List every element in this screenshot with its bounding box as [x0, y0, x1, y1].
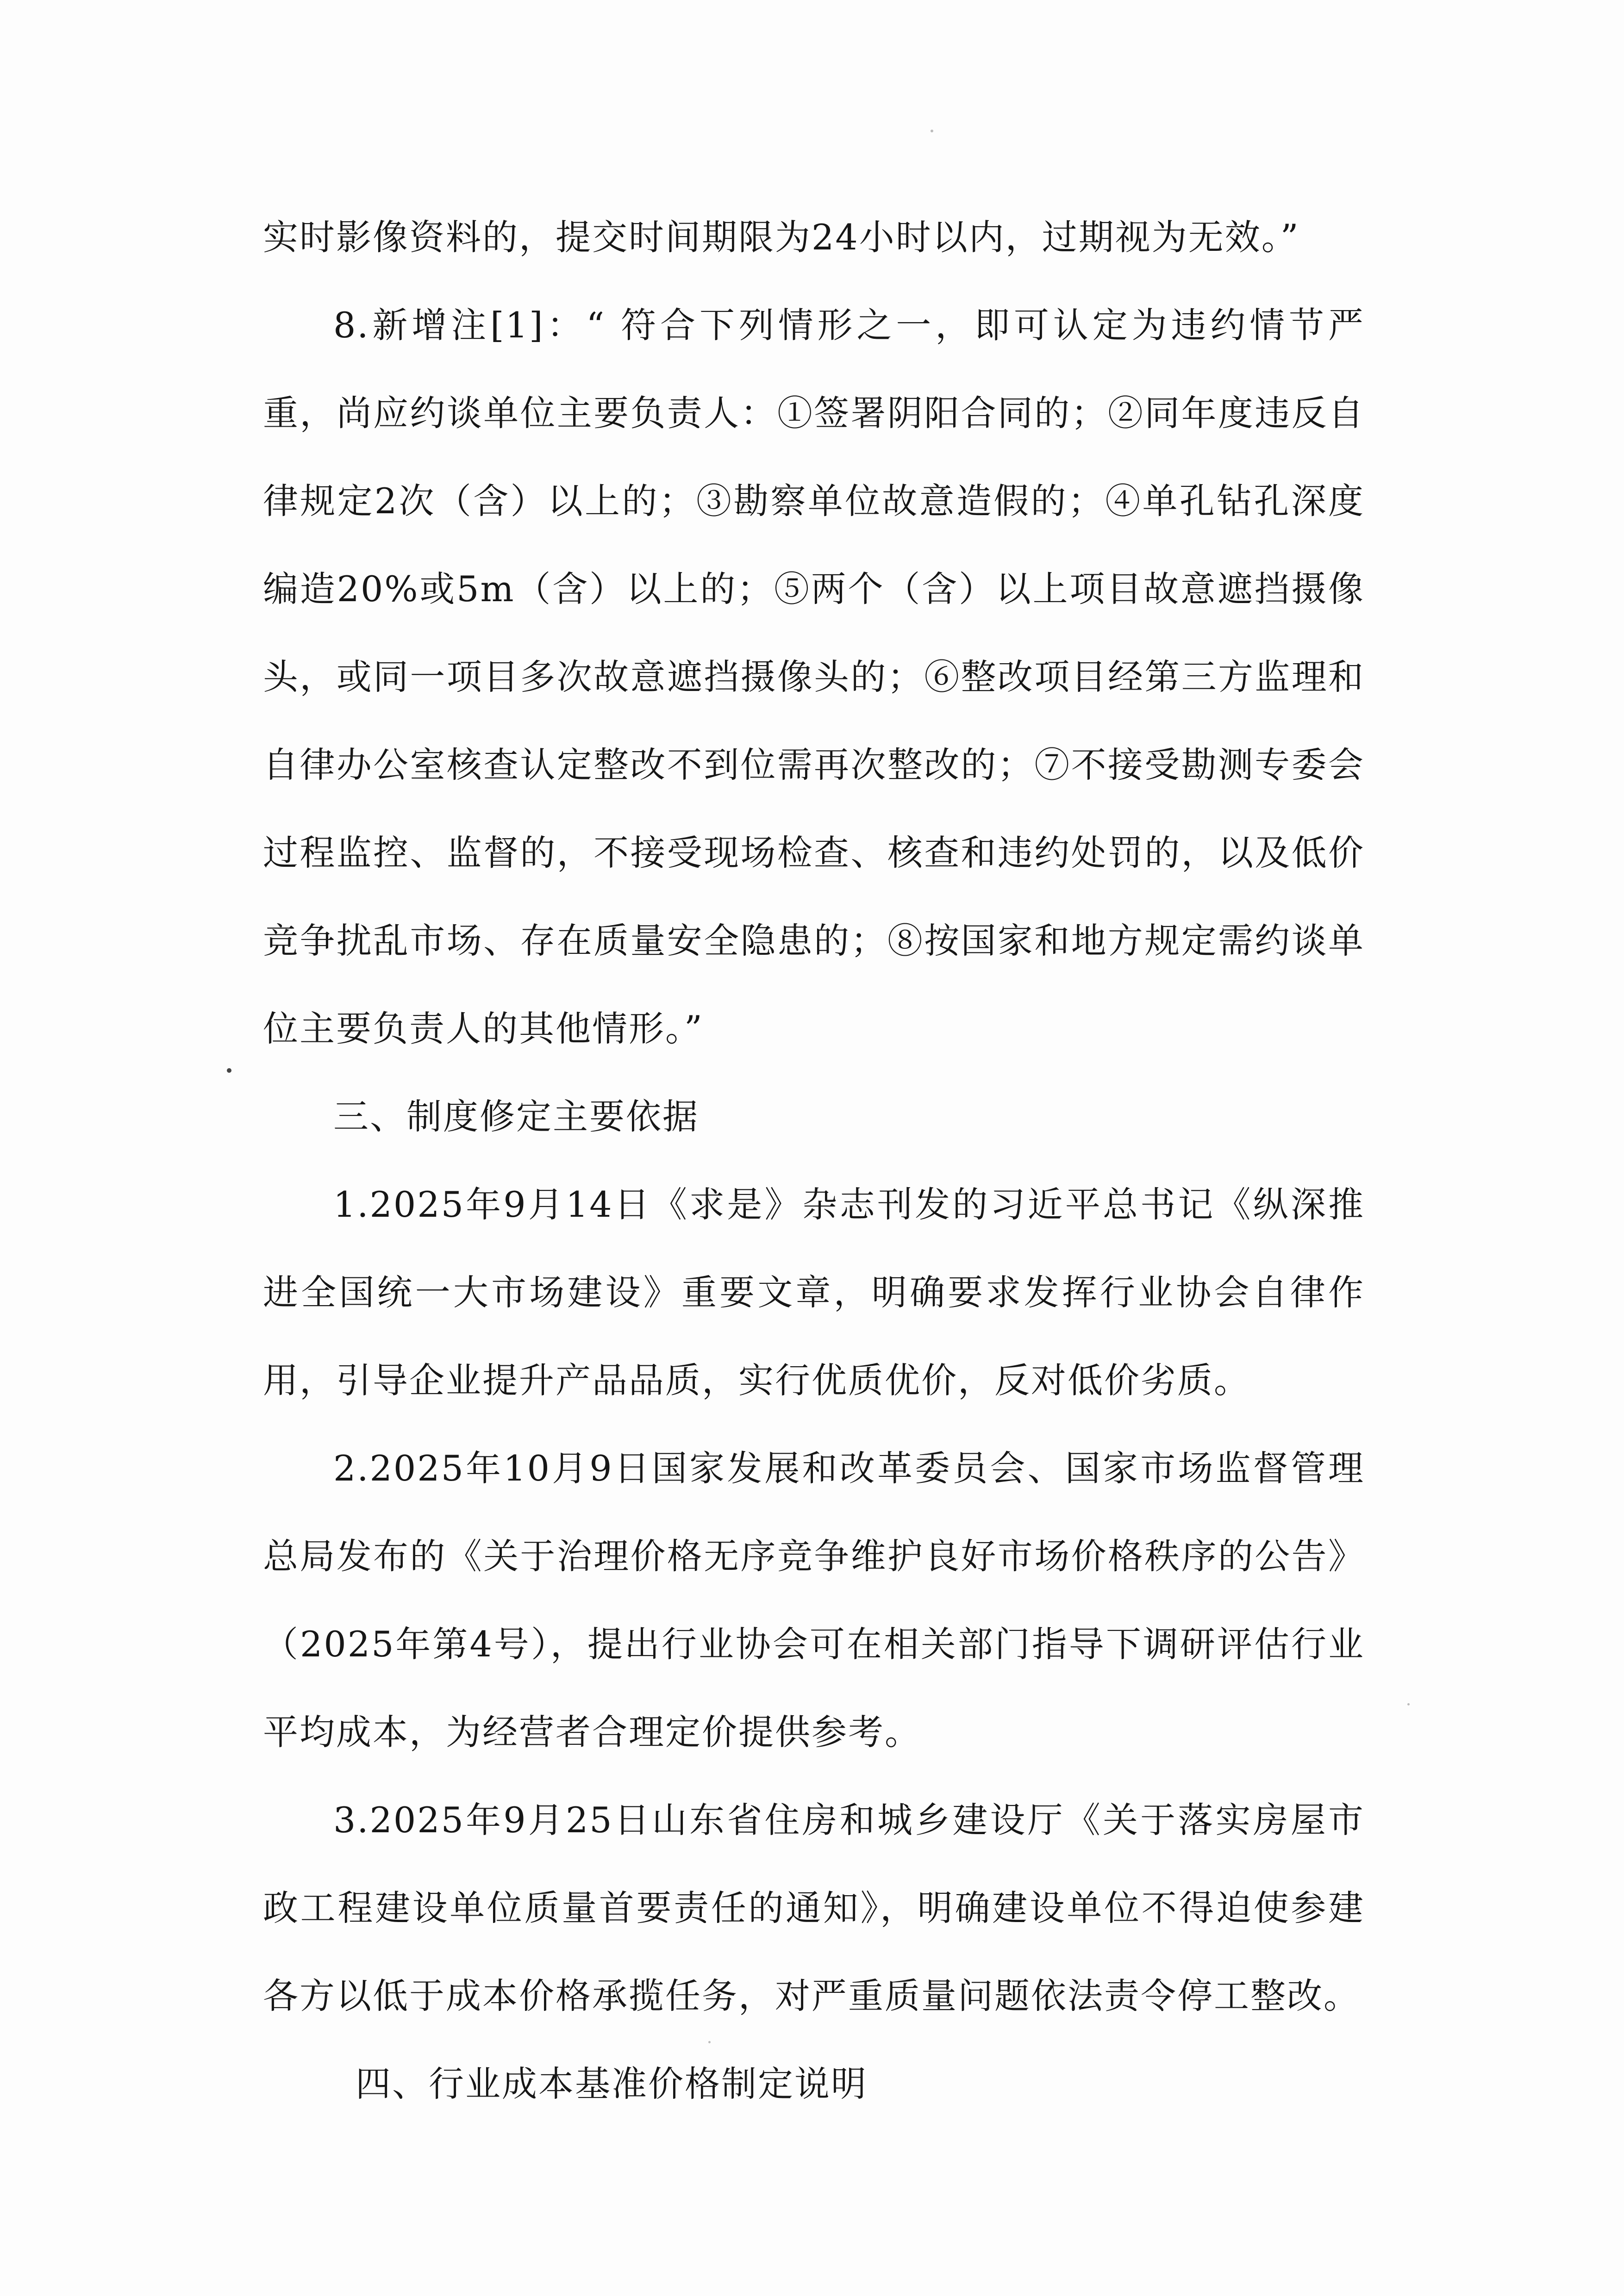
- paragraph-note-8: 8.新增注[1]：“ 符合下列情形之一，即可认定为违约情节严重，尚应约谈单位主要负责人：①签署阴阳合同的；②同年度违反自律规定2次（含）以上的；③勘察单位故意造假的；④单孔钻孔深度编造20%或5m（含）以上的；⑤两个（含）以上项目故意遮挡摄像头，或同一项目多次故意遮挡摄像头的；⑥整改项目经第三方监理和自律办公室核查认定整改不到位需再次整改的；⑦不接受勘测专委会过程监控、监督的，不接受现场检查、核查和违约处罚的，以及低价竞争扰乱市场、存在质量安全隐患的；⑧按国家和地方规定需约谈单位主要负责人的其他情形。”: [263, 305, 1365, 1049]
- document-body: [263, 193, 1365, 2128]
- section-heading-4: 四、行业成本基准价格制定说明: [356, 2063, 868, 2104]
- paragraph-basis-3: 3.2025年9月25日山东省住房和城乡建设厅《关于落实房屋市政工程建设单位质量首要责任的通知》，明确建设单位不得迫使参建各方以低于成本价格承揽任务，对严重质量问题依法责令停工整改。: [263, 1799, 1365, 2016]
- scan-mark-dot: [227, 1068, 231, 1073]
- scan-speck: [708, 2041, 711, 2043]
- paragraph-continuation: 实时影像资料的，提交时间期限为24小时以内，过期视为无效。”: [263, 217, 1300, 258]
- scan-speck: [931, 130, 933, 132]
- paragraph-basis-1: 1.2025年9月14日《求是》杂志刊发的习近平总书记《纵深推进全国统一大市场建设》重要文章，明确要求发挥行业协会自律作用，引导企业提升产品品质，实行优质优价，反对低价劣质。: [263, 1184, 1365, 1401]
- scan-speck: [1407, 1703, 1410, 1705]
- section-heading-3: 三、制度修定主要依据: [333, 1096, 699, 1137]
- paragraph-basis-2: 2.2025年10月9日国家发展和改革委员会、国家市场监督管理总局发布的《关于治理价格无序竞争维护良好市场价格秩序的公告》（2025年第4号），提出行业协会可在相关部门指导下调研评估行业平均成本，为经营者合理定价提供参考。: [263, 1448, 1365, 1753]
